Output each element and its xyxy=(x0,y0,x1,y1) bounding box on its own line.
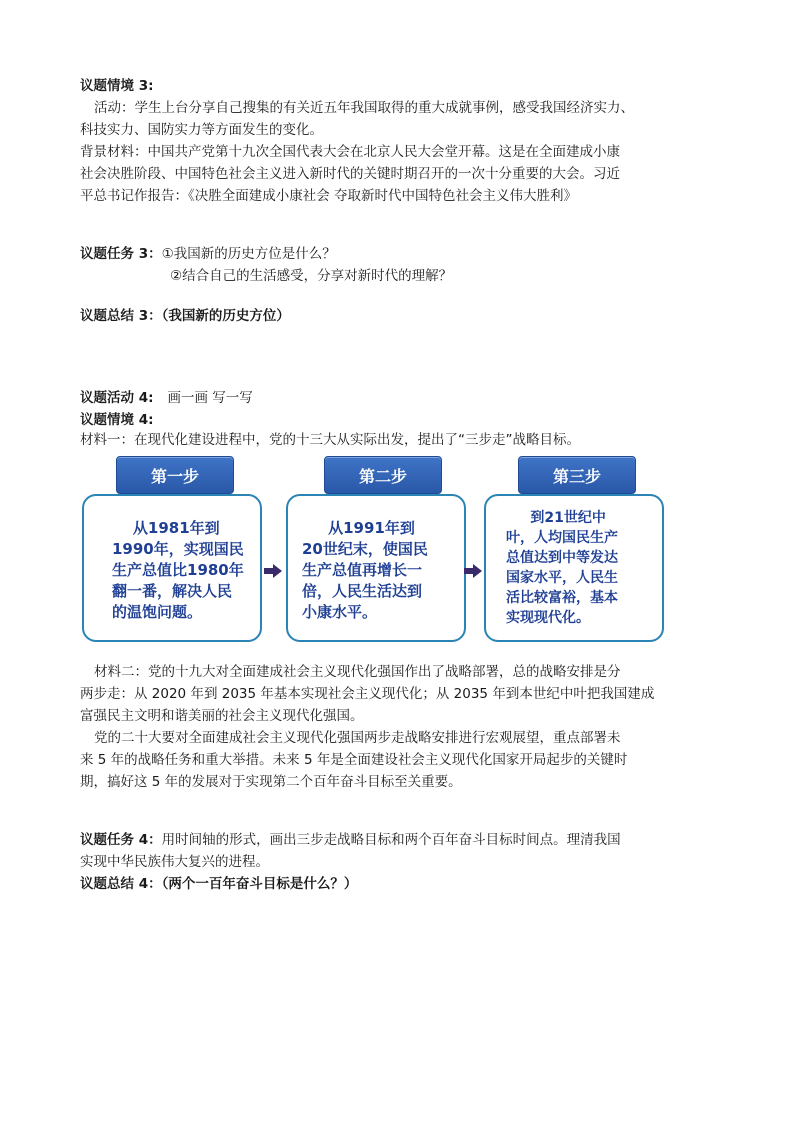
step-2-box xyxy=(286,494,466,642)
activity-4 xyxy=(80,388,253,408)
material-2-line1: 材料二：党的十九大对全面建成社会主义现代化强国作出了战略部署，总的战略安排是分 xyxy=(94,664,621,680)
step-3-text: 到21世纪中 叶，人均国民生产 总值达到中等发达 国家水平，人民生 活比较富裕，基本 实现现代化。 xyxy=(506,510,618,626)
material-1: 材料一：在现代化建设进程中，党的十三大从实际出发，提出了“三步走”战略目标。 xyxy=(80,432,580,448)
para-3-line2: 来 5 年的战略任务和重大举措。未来 5 年是全面建设社会主义现代化国家开局起步的关键时 xyxy=(80,752,628,768)
task-4 xyxy=(80,830,621,850)
step-1-box xyxy=(82,494,262,642)
task-4-label: 议题任务 4： xyxy=(80,832,162,848)
arrow-right-icon xyxy=(464,564,482,578)
summary-3: 议题总结 3：（我国新的历史方位） xyxy=(80,308,290,324)
step-1-tab: 第一步 xyxy=(116,456,234,494)
activity-3-line1: 活动：学生上台分享自己搜集的有关近五年我国取得的重大成就事例，感受我国经济实力、 xyxy=(94,100,634,116)
task-3 xyxy=(80,244,336,264)
material-2-line3: 富强民主文明和谐美丽的社会主义现代化强国。 xyxy=(80,708,364,724)
step-3-tab: 第三步 xyxy=(518,456,636,494)
background-line2: 社会决胜阶段、中国特色社会主义进入新时代的关键时期召开的一次十分重要的大会。习近 xyxy=(80,166,620,182)
para-3-line1: 党的二十大要对全面建成社会主义现代化强国两步走战略安排进行宏观展望，重点部署未 xyxy=(94,730,621,746)
three-step-diagram xyxy=(78,452,714,650)
para-3-line3: 期，搞好这 5 年的发展对于实现第二个百年奋斗目标至关重要。 xyxy=(80,774,462,790)
task-3-label: 议题任务 3： xyxy=(80,246,162,262)
task-4-line1: 用时间轴的形式，画出三步走战略目标和两个百年奋斗目标时间点。理清我国 xyxy=(161,832,621,848)
step-1-text: 从1981年到 1990年，实现国民 生产总值比1980年 翻一番，解决人民 的温饱问题。 xyxy=(112,519,244,621)
step-2-tab: 第二步 xyxy=(324,456,442,494)
material-2-line2: 两步走：从 2020 年到 2035 年基本实现社会主义现代化；从 2035 年到本世纪中叶把我国建成 xyxy=(80,686,655,702)
task-3-item1: ①我国新的历史方位是什么？ xyxy=(161,246,336,262)
scenario-3-title: 议题情境 3: xyxy=(80,78,154,94)
background-line3: 平总书记作报告：《决胜全面建成小康社会 夺取新时代中国特色社会主义伟大胜利》 xyxy=(80,188,578,204)
background-line1: 背景材料：中国共产党第十九次全国代表大会在北京人民大会堂开幕。这是在全面建成小康 xyxy=(80,144,620,160)
activity-3-line2: 科技实力、国防实力等方面发生的变化。 xyxy=(80,122,323,138)
arrow-right-icon xyxy=(264,564,282,578)
step-2-text: 从1991年到 20世纪末，使国民 生产总值再增长一 倍，人民生活达到 小康水平。 xyxy=(302,519,428,621)
activity-4-label: 议题活动 4: xyxy=(80,390,154,406)
step-3-box xyxy=(484,494,664,642)
task-4-line2: 实现中华民族伟大复兴的进程。 xyxy=(80,854,269,870)
activity-4-text: 画一画 写一写 xyxy=(167,390,253,406)
summary-4: 议题总结 4：（两个一百年奋斗目标是什么？） xyxy=(80,876,358,892)
scenario-4-title: 议题情境 4: xyxy=(80,412,154,428)
task-3-item2: ②结合自己的生活感受，分享对新时代的理解？ xyxy=(170,268,453,284)
